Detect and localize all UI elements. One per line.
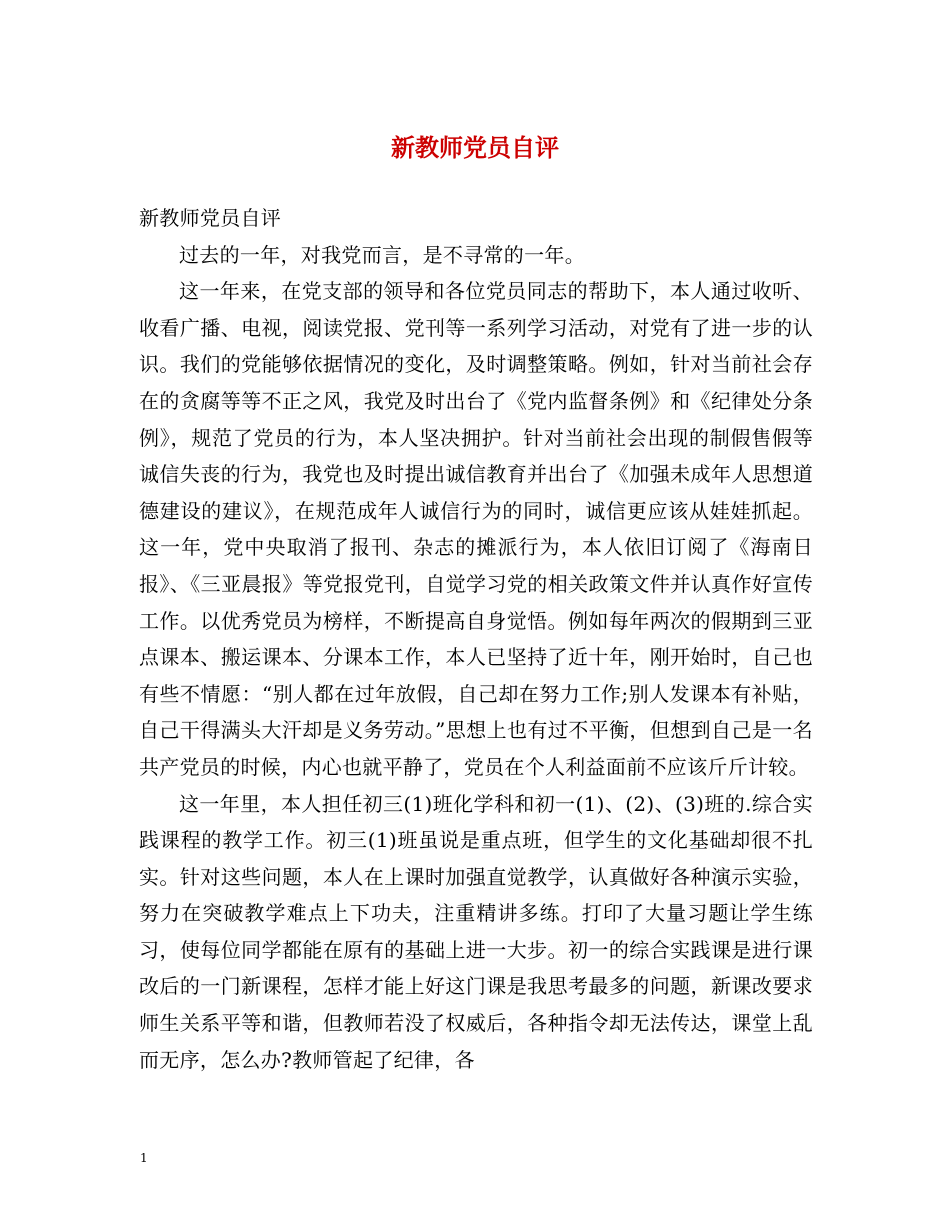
document-body <box>139 200 813 1078</box>
paragraph-3: 这一年里，本人担任初三(1)班化学科和初一(1)、(2)、(3)班的.综合实践课程的教学工作。初三(1)班虽说是重点班，但学生的文化基础却很不扎实。针对这些问题，本人在上课时加强直觉教学，认真做好各种演示实验，努力在突破教学难点上下功夫，注重精讲多练。打印了大量习题让学生练习，使每位同学都能在原有的基础上进一大步。初一的综合实践课是进行课改后的一门新课程，怎样才能上好这门课是我思考最多的问题，新课改要求师生关系平等和谐，但教师若没了权威后，各种指令却无法传达，课堂上乱而无序，怎么办?教师管起了纪律，各 <box>139 791 813 1072</box>
paragraph-2: 这一年来，在党支部的领导和各位党员同志的帮助下，本人通过收听、收看广播、电视，阅读党报、党刊等一系列学习活动，对党有了进一步的认识。我们的党能够依据情况的变化，及时调整策略。例如，针对当前社会存在的贪腐等等不正之风，我党及时出台了《党内监督条例》和《纪律处分条例》，规范了党员的行为，本人坚决拥护。针对当前社会出现的制假售假等诚信失丧的行为，我党也及时提出诚信教育并出台了《加强未成年人思想道德建设的建议》，在规范成年人诚信行为的同时，诚信更应该从娃娃抓起。这一年，党中央取消了报刊、杂志的摊派行为，本人依旧订阅了《海南日报》、《三亚晨报》等党报党刊，自觉学习党的相关政策文件并认真作好宣传工作。以优秀党员为榜样，不断提高自身觉悟。例如每年两次的假期到三亚点课本、搬运课本、分课本工作，本人已坚持了近十年，刚开始时，自己也有些不情愿：“别人都在过年放假，自己却在努力工作;别人发课本有补贴，自己干得满头大汗却是义务劳动。”思想上也有过不平衡，但想到自己是一名共产党员的时候，内心也就平静了，党员在个人利益面前不应该斤斤计较。 <box>139 279 813 779</box>
document-title: 新教师党员自评 <box>391 133 559 162</box>
page-number: 1 <box>140 1151 148 1165</box>
document-subtitle: 新教师党员自评 <box>139 206 282 230</box>
paragraph-1: 过去的一年，对我党而言，是不寻常的一年。 <box>179 242 585 267</box>
